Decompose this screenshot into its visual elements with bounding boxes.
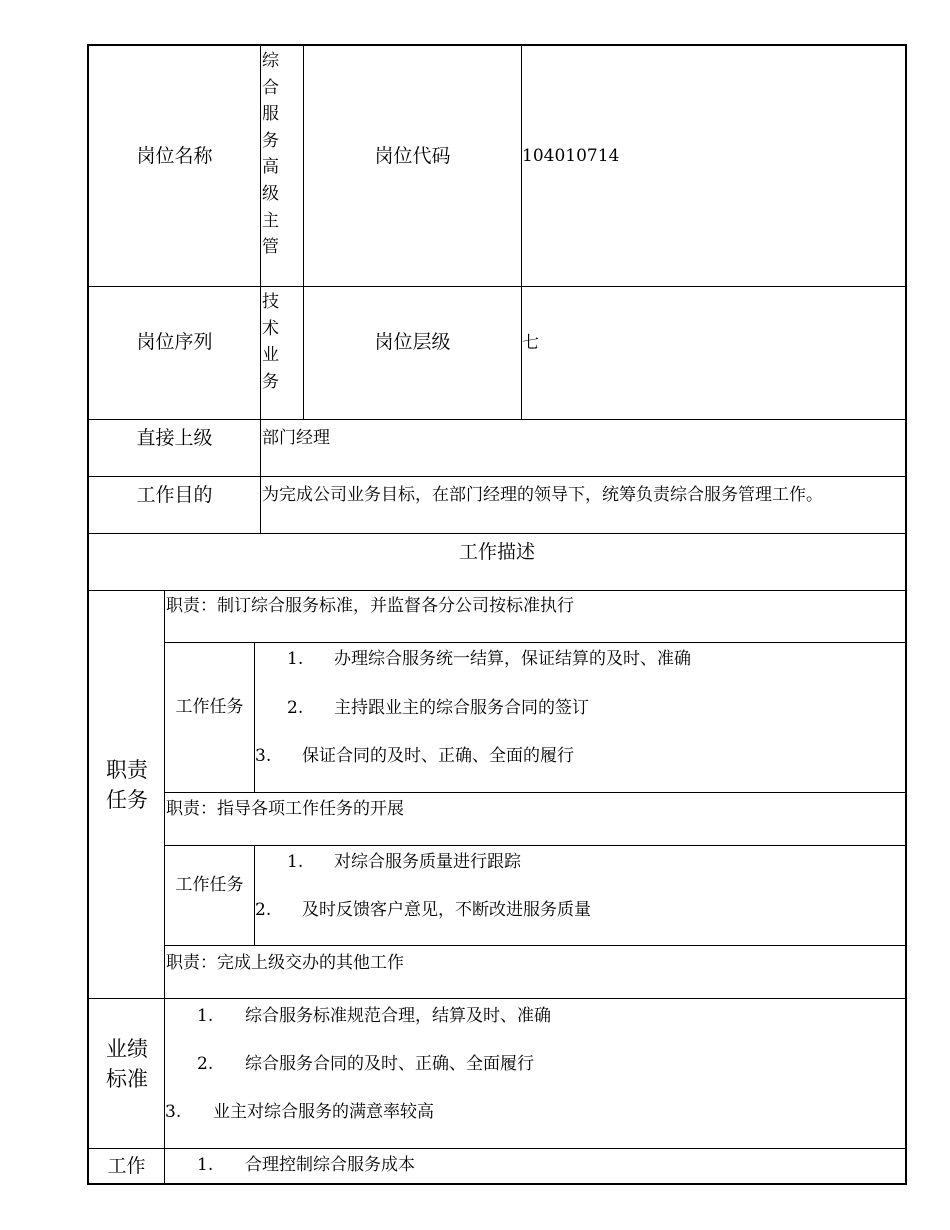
purpose-label: 工作目的 xyxy=(136,484,213,506)
task-text: 办理综合服务统一结算，保证结算的及时、准确 xyxy=(334,649,691,669)
table-border-bottom xyxy=(87,1183,907,1185)
row-divider xyxy=(164,945,907,946)
row-divider xyxy=(87,1148,907,1149)
last-row-label: 工作 xyxy=(107,1155,146,1177)
performance-text: 综合服务合同的及时、正确、全面履行 xyxy=(245,1054,534,1074)
row-divider xyxy=(87,998,907,999)
col-divider xyxy=(254,642,255,792)
task-label: 工作任务 xyxy=(175,697,244,717)
post-code-label: 岗位代码 xyxy=(374,145,451,167)
post-seq-label: 岗位序列 xyxy=(136,331,213,353)
last-row-text: 合理控制综合服务成本 xyxy=(245,1155,415,1175)
col-divider xyxy=(260,44,261,533)
section-title: 工作描述 xyxy=(458,541,535,563)
post-level-value: 七 xyxy=(522,333,539,353)
task-number: 2. xyxy=(255,900,272,920)
superior-value: 部门经理 xyxy=(262,428,330,448)
duty-title: 职责：完成上级交办的其他工作 xyxy=(166,953,404,973)
duty-title: 职责：指导各项工作任务的开展 xyxy=(166,799,404,819)
purpose-value: 为完成公司业务目标，在部门经理的领导下，统筹负责综合服务管理工作。 xyxy=(262,485,823,505)
post-name-label: 岗位名称 xyxy=(136,145,213,167)
col-divider xyxy=(521,44,522,419)
last-row-number: 1. xyxy=(197,1155,214,1175)
task-label: 工作任务 xyxy=(175,875,244,895)
table-border-top xyxy=(87,44,907,46)
task-text: 保证合同的及时、正确、全面的履行 xyxy=(302,746,574,766)
performance-label: 业绩标准 xyxy=(106,1037,148,1091)
duty-title: 职责：制订综合服务标准，并监督各分公司按标准执行 xyxy=(166,596,574,616)
task-number: 3. xyxy=(255,746,272,766)
superior-label: 直接上级 xyxy=(136,427,213,449)
post-seq-value: 技术业务 xyxy=(262,292,279,392)
duties-label: 职责任务 xyxy=(106,758,148,812)
row-divider xyxy=(164,642,907,643)
row-divider xyxy=(87,419,907,420)
row-divider xyxy=(87,476,907,477)
col-divider xyxy=(254,845,255,945)
performance-number: 1. xyxy=(197,1006,214,1026)
performance-text: 综合服务标准规范合理，结算及时、准确 xyxy=(245,1006,551,1026)
row-divider xyxy=(164,845,907,846)
post-name-value: 综合服务高级主管 xyxy=(262,51,279,258)
row-divider xyxy=(87,286,907,287)
task-number: 2. xyxy=(287,698,304,718)
row-divider xyxy=(87,533,907,534)
row-divider xyxy=(87,590,907,591)
task-number: 1. xyxy=(287,649,304,669)
row-divider xyxy=(164,792,907,793)
performance-number: 3. xyxy=(165,1102,182,1122)
post-code-value: 104010714 xyxy=(522,146,620,166)
performance-text: 业主对综合服务的满意率较高 xyxy=(213,1102,434,1122)
table-border-left xyxy=(87,44,89,1185)
task-number: 1. xyxy=(287,852,304,872)
col-divider xyxy=(303,44,304,419)
table-border-right xyxy=(905,44,907,1185)
performance-number: 2. xyxy=(197,1054,214,1074)
task-text: 及时反馈客户意见，不断改进服务质量 xyxy=(302,900,591,920)
task-text: 主持跟业主的综合服务合同的签订 xyxy=(334,698,589,718)
post-level-label: 岗位层级 xyxy=(374,331,451,353)
task-text: 对综合服务质量进行跟踪 xyxy=(334,852,521,872)
